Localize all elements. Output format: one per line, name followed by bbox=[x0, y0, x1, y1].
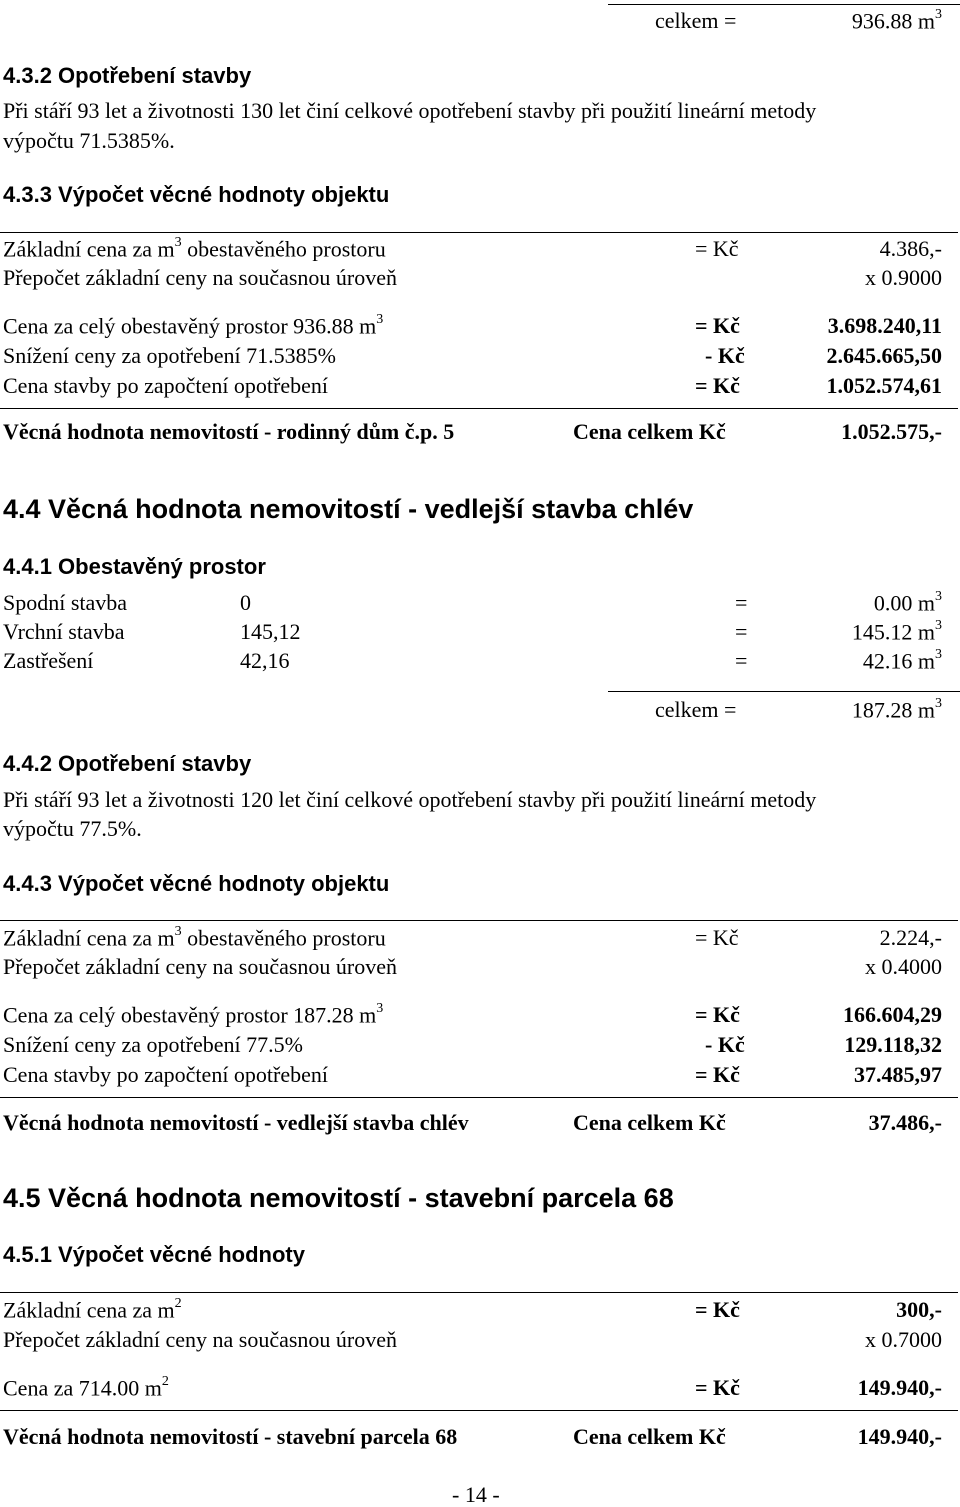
row-label: Snížení ceny za opotřebení 77.5% bbox=[3, 1032, 303, 1057]
row-label: Cena za celý obestavěný prostor 936.88 $m^3$ bbox=[3, 312, 384, 339]
row-value: 3.698.240,11 bbox=[827, 313, 942, 338]
volume-input: 42,16 bbox=[240, 648, 290, 673]
total-value: 936.88 $m^3$ bbox=[851, 7, 942, 34]
volume-label: Vrchní stavba bbox=[3, 619, 125, 644]
total-value: 187.28 $m^3$ bbox=[851, 696, 942, 723]
total-rule bbox=[608, 691, 960, 692]
row-label: Základní cena za $m^3$ obestavěného prostoru bbox=[3, 924, 386, 951]
row-value: 2.645.665,50 bbox=[826, 343, 942, 368]
row-op: = Kč bbox=[695, 236, 739, 261]
row-op: - Kč bbox=[705, 343, 745, 368]
summary-op: Cena celkem Kč bbox=[573, 1110, 726, 1135]
section-title-4-5-1: 4.5.1 Výpočet věcné hodnoty bbox=[3, 1242, 305, 1267]
summary-rule bbox=[0, 1410, 958, 1411]
paragraph-line: výpočtu 77.5%. bbox=[3, 816, 142, 841]
row-value: x 0.4000 bbox=[865, 954, 942, 979]
row-label: Cena za celý obestavěný prostor 187.28 $m^3$ bbox=[3, 1001, 384, 1028]
volume-value: 145.12 $m^3$ bbox=[851, 618, 942, 645]
summary-label: Věcná hodnota nemovitostí - rodinný dům č.p. 5 bbox=[3, 419, 455, 444]
row-label: Cena stavby po započtení opotřebení bbox=[3, 373, 329, 398]
total-label: celkem = bbox=[655, 8, 737, 33]
row-label: Základní cena za $m^2$ bbox=[3, 1296, 182, 1323]
summary-label: Věcná hodnota nemovitostí - stavební parcela 68 bbox=[3, 1424, 458, 1449]
summary-op: Cena celkem Kč bbox=[573, 419, 726, 444]
section-title-4-4-3: 4.4.3 Výpočet věcné hodnoty objektu bbox=[3, 871, 390, 896]
summary-rule bbox=[0, 408, 958, 409]
page-number: - 14 - bbox=[452, 1482, 500, 1507]
row-value: 37.485,97 bbox=[854, 1062, 942, 1087]
summary-rule bbox=[0, 1097, 958, 1098]
row-value: 2.224,- bbox=[879, 925, 942, 950]
row-value: 1.052.574,61 bbox=[826, 373, 942, 398]
row-value: x 0.7000 bbox=[865, 1327, 942, 1352]
row-op: = Kč bbox=[695, 1375, 740, 1400]
row-op: - Kč bbox=[705, 1032, 745, 1057]
summary-value: 37.486,- bbox=[868, 1110, 942, 1135]
volume-label: Zastřešení bbox=[3, 648, 94, 673]
section-rule bbox=[0, 1292, 958, 1293]
summary-value: 1.052.575,- bbox=[841, 419, 942, 444]
row-value: 300,- bbox=[896, 1297, 942, 1322]
total-rule bbox=[608, 4, 960, 5]
volume-eq: = bbox=[735, 619, 748, 644]
row-value: 4.386,- bbox=[879, 236, 942, 261]
section-title-4-3-2: 4.3.2 Opotřebení stavby bbox=[3, 63, 252, 88]
volume-value: 0.00 $m^3$ bbox=[873, 589, 942, 616]
row-op: = Kč bbox=[695, 925, 739, 950]
row-label: Cena stavby po započtení opotřebení bbox=[3, 1062, 329, 1087]
row-op: = Kč bbox=[695, 1297, 740, 1322]
row-value: 129.118,32 bbox=[844, 1032, 942, 1057]
paragraph-line: Při stáří 93 let a životnosti 120 let činí celkové opotřebení stavby při použití lineární metody bbox=[3, 787, 817, 812]
section-title-4-4-2: 4.4.2 Opotřebení stavby bbox=[3, 751, 252, 776]
section-title-4-5: 4.5 Věcná hodnota nemovitostí - stavební parcela 68 bbox=[3, 1183, 674, 1213]
row-value: 149.940,- bbox=[857, 1375, 942, 1400]
row-label: Základní cena za $m^3$ obestavěného prostoru bbox=[3, 235, 386, 262]
section-title-4-3-3: 4.3.3 Výpočet věcné hodnoty objektu bbox=[3, 182, 390, 207]
volume-label: Spodní stavba bbox=[3, 590, 128, 615]
row-label: Přepočet základní ceny na současnou úroveň bbox=[3, 1327, 398, 1352]
row-op: = Kč bbox=[695, 1002, 740, 1027]
total-label: celkem = bbox=[655, 697, 737, 722]
summary-op: Cena celkem Kč bbox=[573, 1424, 726, 1449]
volume-input: 0 bbox=[240, 590, 251, 615]
volume-input: 145,12 bbox=[240, 619, 301, 644]
section-title-4-4: 4.4 Věcná hodnota nemovitostí - vedlejší stavba chlév bbox=[3, 494, 694, 524]
summary-value: 149.940,- bbox=[857, 1424, 942, 1449]
section-rule bbox=[0, 232, 958, 233]
section-title-4-4-1: 4.4.1 Obestavěný prostor bbox=[3, 554, 266, 579]
paragraph-line: výpočtu 71.5385%. bbox=[3, 128, 175, 153]
volume-value: 42.16 $m^3$ bbox=[862, 647, 942, 674]
volume-eq: = bbox=[735, 590, 748, 615]
row-label: Přepočet základní ceny na současnou úroveň bbox=[3, 954, 398, 979]
row-label: Přepočet základní ceny na současnou úroveň bbox=[3, 265, 398, 290]
row-label: Snížení ceny za opotřebení 71.5385% bbox=[3, 343, 336, 368]
row-value: 166.604,29 bbox=[843, 1002, 942, 1027]
row-op: = Kč bbox=[695, 313, 740, 338]
volume-eq: = bbox=[735, 648, 748, 673]
row-label: Cena za 714.00 $m^2$ bbox=[3, 1374, 169, 1401]
row-value: x 0.9000 bbox=[865, 265, 942, 290]
summary-label: Věcná hodnota nemovitostí - vedlejší stavba chlév bbox=[3, 1110, 469, 1135]
paragraph-line: Při stáří 93 let a životnosti 130 let činí celkové opotřebení stavby při použití lineární metody bbox=[3, 98, 817, 123]
section-rule bbox=[0, 920, 958, 921]
row-op: = Kč bbox=[695, 373, 740, 398]
row-op: = Kč bbox=[695, 1062, 740, 1087]
